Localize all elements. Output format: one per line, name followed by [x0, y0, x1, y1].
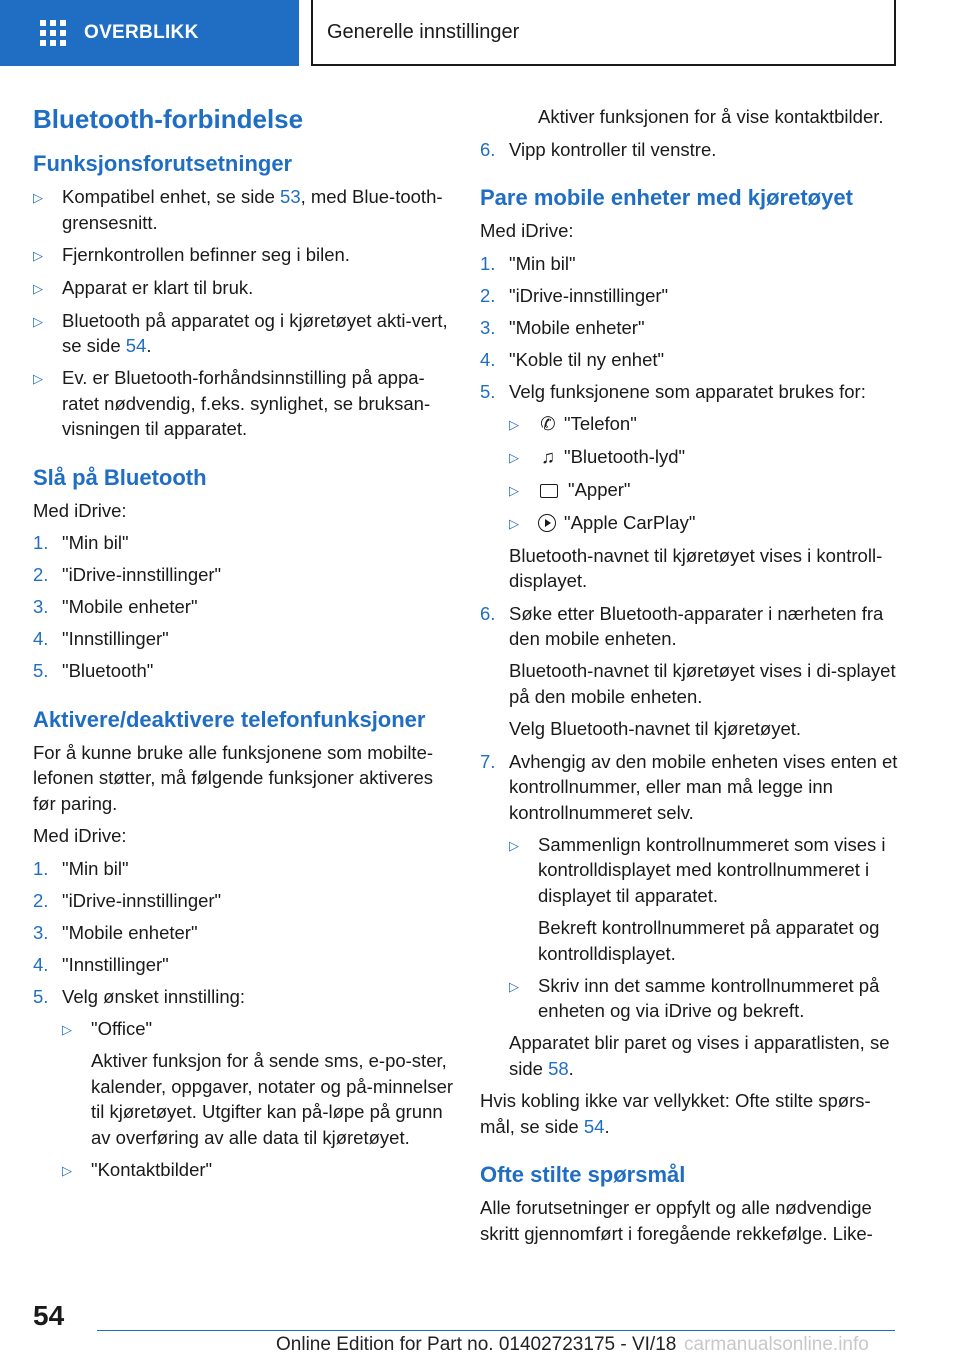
bluetooth-on-heading: Slå på Bluetooth: [33, 464, 207, 490]
triangle-bullet-icon: ▷: [509, 515, 519, 531]
pair-heading: Pare mobile enheter med kjøretøyet: [480, 185, 853, 210]
activate-heading: Aktivere/deaktivere telefonfunksjoner: [33, 706, 426, 732]
step: 6. Søke etter Bluetooth-apparater i nærheten fra den mobile enheten.: [480, 602, 884, 649]
step: 5. Velg ønsket innstilling:: [33, 985, 246, 1007]
activate-intro: For å kunne bruke alle funksjonene som mobilte-lefonen støtter, må følgende funksjoner aktiveres før paring.: [33, 741, 434, 814]
list-item: ▷ Apparat er klart til bruk.: [33, 275, 453, 302]
list-item: ▷ "Apper": [509, 477, 900, 504]
failure-note: Hvis kobling ikke var vellykket: Ofte stilte spørs-mål, se side 54.: [480, 1090, 871, 1137]
bt-name-shown: Bluetooth-navnet til kjøretøyet vises i kontroll-displayet.: [509, 544, 883, 591]
triangle-bullet-icon: ▷: [509, 449, 519, 465]
step: 1. "Min bil": [480, 252, 576, 274]
triangle-bullet-icon: ▷: [509, 482, 519, 498]
page-link[interactable]: 58: [548, 1057, 569, 1079]
idrive-label: Med iDrive:: [33, 499, 127, 521]
step: 2. "iDrive-innstillinger": [480, 284, 669, 306]
step: 4. "Innstillinger": [33, 628, 169, 649]
list-item: ▷ ♫ "Bluetooth-lyd": [509, 444, 900, 471]
triangle-bullet-icon: ▷: [33, 190, 43, 205]
overview-tab-label: OVERBLIKK: [84, 22, 199, 43]
triangle-bullet-icon: ▷: [33, 371, 43, 386]
list-item: ▷ "Apple CarPlay": [509, 510, 900, 537]
page-link[interactable]: 54: [583, 1115, 605, 1137]
step: 3. "Mobile enheter": [33, 921, 198, 943]
triangle-bullet-icon: ▷: [62, 1021, 72, 1037]
triangle-bullet-icon: ▷: [509, 837, 519, 853]
list-item: ▷ Skriv inn det samme kontrollnummeret på enheten og via iDrive og bekreft.: [509, 973, 900, 1024]
list-item: ▷ Bluetooth på apparatet og i kjøretøyet akti-vert, se side 54.: [33, 308, 453, 359]
grid-icon: [40, 20, 66, 46]
step: 1. "Min bil": [33, 857, 129, 879]
left-column: [33, 96, 453, 1190]
list-item: ▷ Kompatibel enhet, se side 53, med Blue-tooth-grensesnitt.: [33, 184, 453, 235]
triangle-bullet-icon: ▷: [33, 247, 43, 263]
step: 7. Avhengig av den mobile enheten vises enten et kontrollnummer, eller man må legge inn kontrollnummeret selv.: [480, 750, 898, 823]
idrive-label: Med iDrive:: [33, 825, 127, 846]
step: 5. Velg funksjonene som apparatet brukes for:: [480, 380, 866, 402]
list-item: ▷ "Office" Aktiver funksjon for å sende sms, e-po-ster, kalender, oppgaver, notater og på-minnelser til kjøretøyet. Utgifter kan på-løpe på grunn av overføring av alle data til kjøretøyet.: [62, 1016, 453, 1151]
step: 2. "iDrive-innstillinger": [33, 889, 222, 911]
step: 5. "Bluetooth": [33, 660, 154, 681]
step-note: Velg Bluetooth-navnet til kjøretøyet.: [509, 718, 802, 739]
triangle-bullet-icon: ▷: [33, 280, 43, 296]
list-item: ▷ ✆ "Telefon": [509, 411, 900, 438]
faq-heading: Ofte stilte spørsmål: [480, 1162, 686, 1187]
footer-divider: [97, 1330, 895, 1331]
step-note: Bluetooth-navnet til kjøretøyet vises i di-splayet på den mobile enheten.: [509, 660, 896, 707]
triangle-bullet-icon: ▷: [62, 1162, 72, 1178]
page-number: 54: [33, 1300, 65, 1331]
step: 3. "Mobile enheter": [33, 596, 198, 617]
overview-tab[interactable]: [0, 0, 299, 66]
contacts-description: Aktiver funksjonen for å vise kontaktbilder.: [538, 106, 884, 127]
triangle-bullet-icon: ▷: [33, 313, 43, 329]
step: 1. "Min bil": [33, 532, 129, 553]
triangle-bullet-icon: ▷: [509, 416, 519, 432]
paired-note: Apparatet blir paret og vises i apparatlisten, se side 58.: [509, 1032, 890, 1079]
list-item: ▷ Fjernkontrollen befinner seg i bilen.: [33, 242, 453, 269]
watermark: carmanualsonline.info: [684, 1334, 869, 1355]
page-link[interactable]: 53: [280, 186, 301, 207]
music-note-icon: ♫: [541, 445, 555, 467]
right-column: [480, 96, 900, 1253]
step: 4. "Koble til ny enhet": [480, 348, 665, 370]
list-item: ▷ Ev. er Bluetooth-forhåndsinnstilling på appa-ratet nødvendig, f.eks. synlighet, se bruksan-visningen til apparatet.: [33, 365, 453, 442]
requirements-heading: Funksjonsforutsetninger: [33, 151, 293, 176]
list-item: ▷ Sammenlign kontrollnummeret som vises i kontrolldisplayet med kontrollnummeret i displayet til apparatet. Bekreft kontrollnummeret på apparatet og kontrolldisplayet.: [509, 832, 900, 967]
step: 6. Vipp kontroller til venstre.: [480, 138, 717, 160]
page-link[interactable]: 54: [125, 335, 147, 356]
idrive-label: Med iDrive:: [480, 220, 574, 241]
triangle-bullet-icon: ▷: [509, 978, 519, 994]
step: 3. "Mobile enheter": [480, 316, 645, 338]
faq-text: Alle forutsetninger er oppfylt og alle nødvendige skritt gjennomført i foregående rekkefølge. Like-: [480, 1197, 873, 1244]
edition-text: Online Edition for Part no. 01402723175 - VI/18: [276, 1334, 677, 1355]
apps-icon: [540, 484, 558, 498]
list-item: ▷ "Kontaktbilder": [62, 1157, 453, 1184]
step: 2. "iDrive-innstillinger": [33, 564, 222, 585]
phone-icon: ✆: [540, 412, 556, 434]
section-title: Bluetooth-forbindelse: [33, 104, 304, 134]
carplay-icon: [538, 514, 556, 532]
chapter-title: Generelle innstillinger: [311, 0, 896, 66]
page-header: [0, 0, 960, 66]
step: 4. "Innstillinger": [33, 953, 169, 975]
